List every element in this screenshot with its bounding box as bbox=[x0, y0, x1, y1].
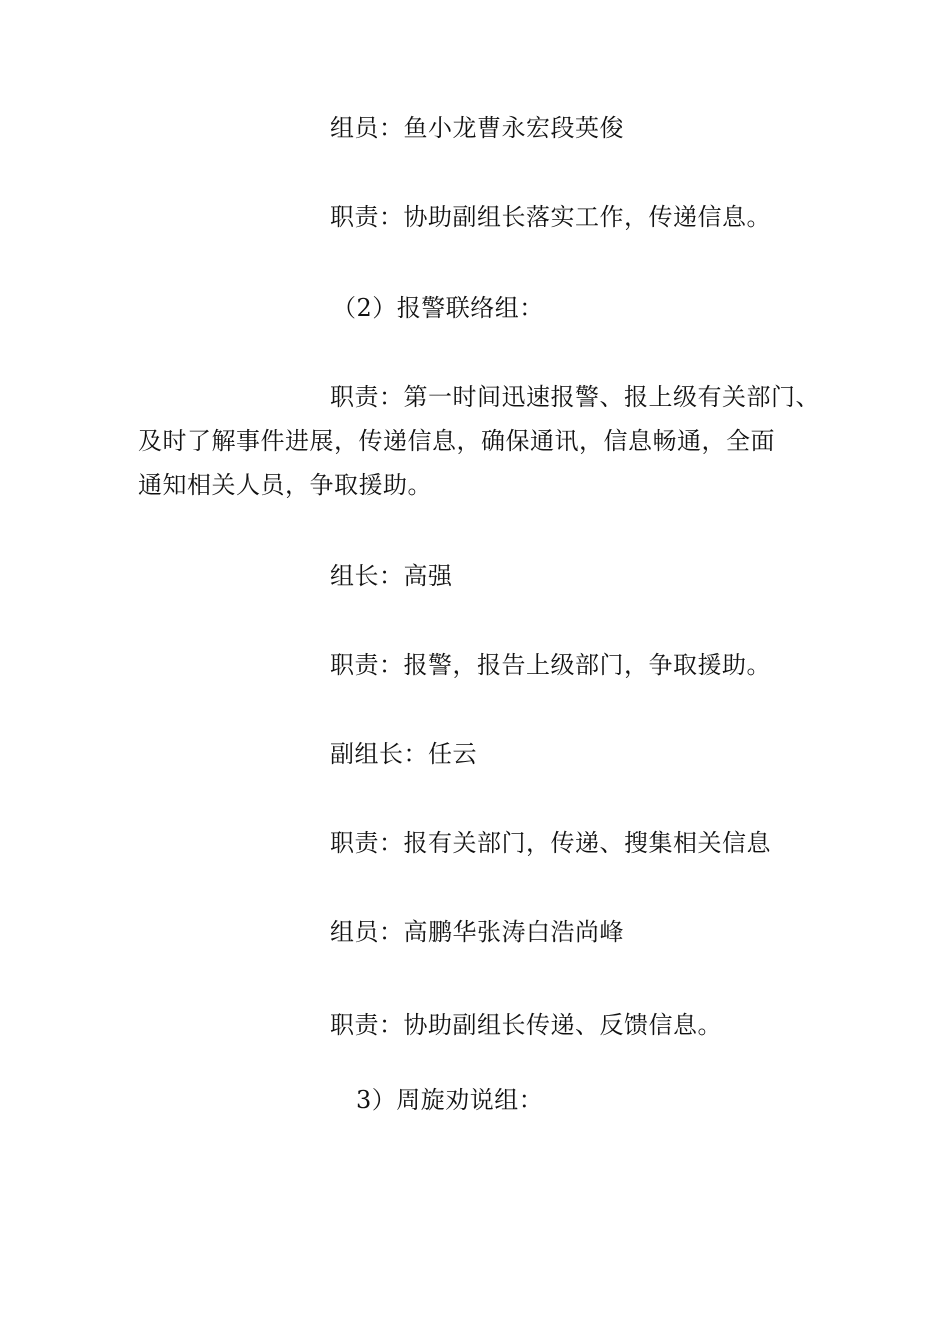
leader-line: 组长：高强 bbox=[330, 562, 453, 590]
duty-line-deputy: 职责：报有关部门，传递、搜集相关信息 bbox=[330, 829, 771, 857]
duty-line-leader: 职责：报警，报告上级部门，争取援助。 bbox=[330, 651, 771, 679]
members-line-2: 组员：高鹏华张涛白浩尚峰 bbox=[330, 918, 624, 946]
deputy-leader-line: 副组长：任云 bbox=[330, 740, 477, 768]
duty-line-1: 职责：协助副组长落实工作，传递信息。 bbox=[330, 203, 771, 231]
duty-paragraph-alarm bbox=[138, 383, 838, 519]
members-line-1: 组员：鱼小龙曹永宏段英俊 bbox=[330, 114, 624, 142]
duty-paragraph-line-2: 及时了解事件进展，传递信息，确保通讯，信息畅通，全面 bbox=[138, 427, 775, 455]
duty-line-members: 职责：协助副组长传递、反馈信息。 bbox=[330, 1011, 722, 1039]
duty-paragraph-line-1: 职责：第一时间迅速报警、报上级有关部门、 bbox=[330, 383, 820, 411]
section-heading-alarm-liaison: （2）报警联络组： bbox=[332, 294, 544, 322]
duty-paragraph-line-3: 通知相关人员，争取援助。 bbox=[138, 471, 432, 499]
section-heading-mediation: 3）周旋劝说组： bbox=[356, 1086, 544, 1114]
